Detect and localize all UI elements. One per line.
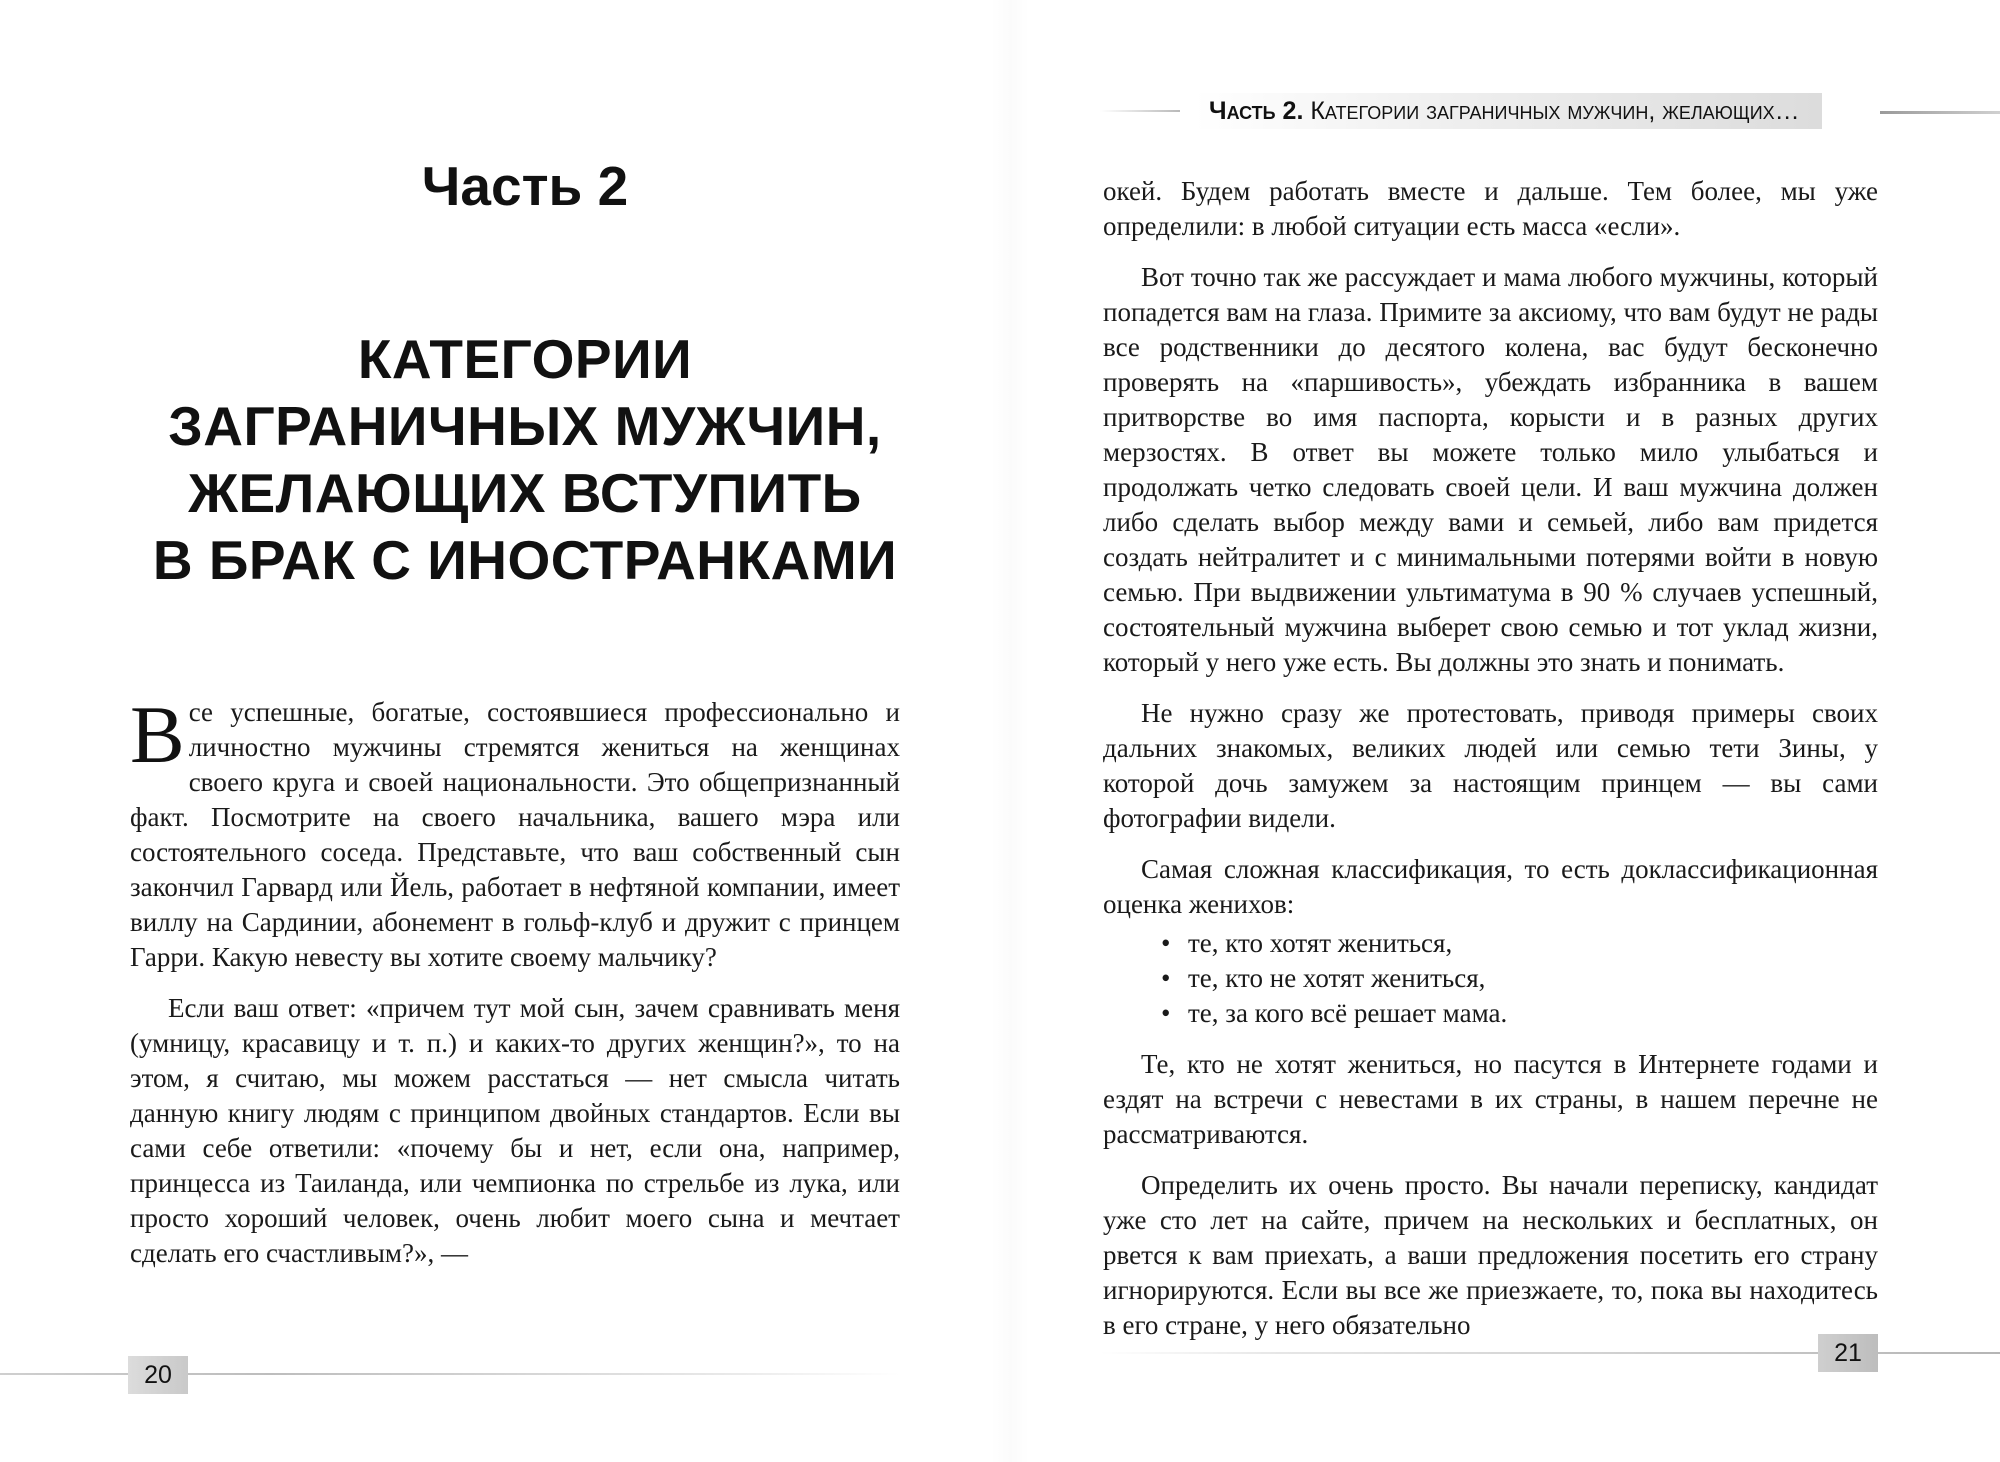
drop-cap: В bbox=[130, 689, 185, 780]
gutter-shadow bbox=[990, 0, 1030, 1462]
running-head-title: Категории заграничных мужчин, желающих… bbox=[1310, 97, 1800, 125]
bullet-list bbox=[1103, 926, 1878, 1031]
running-head-rule bbox=[1100, 110, 1180, 112]
paragraph: Если ваш ответ: «причем тут мой сын, зачем сравнивать меня (умницу, красавицу и т. п.) и каких-то других женщин?», то на этом, я считаю, мы можем расстаться — нет смысла читать данную книгу людям с принципом двойных стандартов. Если вы сами себе ответили: «почему бы и нет, если она, например, принцесса из Таиланда, или чемпионка по стрельбе из лука, или просто хороший человек, очень любит моего сына и мечтает сделать его счастливым?», — bbox=[130, 993, 900, 1268]
chapter-title-line: В БРАК С ИНОСТРАНКАМИ bbox=[152, 529, 898, 591]
chapter-title bbox=[120, 326, 930, 594]
running-head-text bbox=[1195, 93, 1822, 129]
chapter-title-line: ЖЕЛАЮЩИХ ВСТУПИТЬ bbox=[188, 462, 862, 524]
list-item bbox=[1103, 961, 1878, 996]
list-item-text: те, за кого всё решает мама. bbox=[1188, 998, 1508, 1028]
paragraph: Те, кто не хотят жениться, но пасутся в Интернете годами и ездят на встречи с невестами в их страны, в нашем перечне не рассматриваются. bbox=[1103, 1049, 1878, 1149]
paragraph: Самая сложная классификация, то есть доклассификационная оценка женихов: bbox=[1103, 854, 1878, 919]
chapter-title-line: КАТЕГОРИИ bbox=[357, 328, 693, 390]
left-page-body bbox=[130, 689, 900, 1287]
bullet-icon: • bbox=[1161, 963, 1171, 993]
chapter-title-line: ЗАГРАНИЧНЫХ МУЖЧИН, bbox=[168, 395, 882, 457]
list-item-text: те, кто не хотят жениться, bbox=[1188, 963, 1486, 993]
paragraph: Определить их очень просто. Вы начали переписку, кандидат уже сто лет на сайте, причем на нескольких и бесплатных, он рвется к вам приехать, а ваши предложения посетить его страну игнорируются. Если вы все же приезжаете, то, пока вы находитесь в его стране, у него обязательно bbox=[1103, 1170, 1878, 1340]
bullet-icon: • bbox=[1161, 998, 1171, 1028]
bullet-icon: • bbox=[1161, 928, 1171, 958]
page-number: 20 bbox=[128, 1356, 188, 1394]
running-head bbox=[1100, 93, 2000, 129]
paragraph: Не нужно сразу же протестовать, приводя примеры своих дальних знакомых, великих людей или семью тети Зины, у которой дочь замужем за настоящим принцем — вы сами фотографии видели. bbox=[1103, 698, 1878, 833]
paragraph: Вот точно так же рассуждает и мама любого мужчины, который попадется вам на глаза. Примите за аксиому, что вам будут не рады все родственники до десятого колена, вас будут бесконечно проверять на «паршивость», убеждать избранника в вашем притворстве во имя паспорта, корысти и в разных других мерзостях. В ответ вы можете только мило улыбаться и продолжать четко следовать своей цели. И ваш мужчина должен либо сделать выбор между вами и семьей, либо вам придется создать нейтралитет и с минимальными потерями войти в новую семью. При выдвижении ультиматума в 90 % случаев успешный, состоятельный мужчина выберет свою семью и тот уклад жизни, который у него уже есть. Вы должны это знать и понимать. bbox=[1103, 262, 1878, 677]
paragraph: окей. Будем работать вместе и дальше. Тем более, мы уже определили: в любой ситуации есть масса «если». bbox=[1103, 176, 1878, 241]
running-head-rule bbox=[1880, 111, 2000, 114]
page-number: 21 bbox=[1818, 1334, 1878, 1372]
list-item bbox=[1103, 926, 1878, 961]
right-page-body bbox=[1103, 174, 1878, 1359]
running-head-part: Часть 2. bbox=[1209, 97, 1304, 125]
list-item bbox=[1103, 996, 1878, 1031]
list-item-text: те, кто хотят жениться, bbox=[1188, 928, 1453, 958]
paragraph bbox=[130, 689, 900, 975]
part-number-heading: Часть 2 bbox=[421, 155, 629, 217]
paragraph-text: се успешные, богатые, состоявшиеся профессионально и личностно мужчины стремятся жениться на женщинах своего круга и своей национальности. Это общепризнанный факт. Посмотрите на своего начальника, вашего мэра или состоятельного соседа. Представьте, что ваш собственный сын закончил Гарвард или Йель, работает в нефтяной компании, имеет виллу на Сардинии, абонемент в гольф-клуб и дружит с принцем Гарри. Какую невесту вы хотите своему мальчику? bbox=[130, 697, 900, 972]
